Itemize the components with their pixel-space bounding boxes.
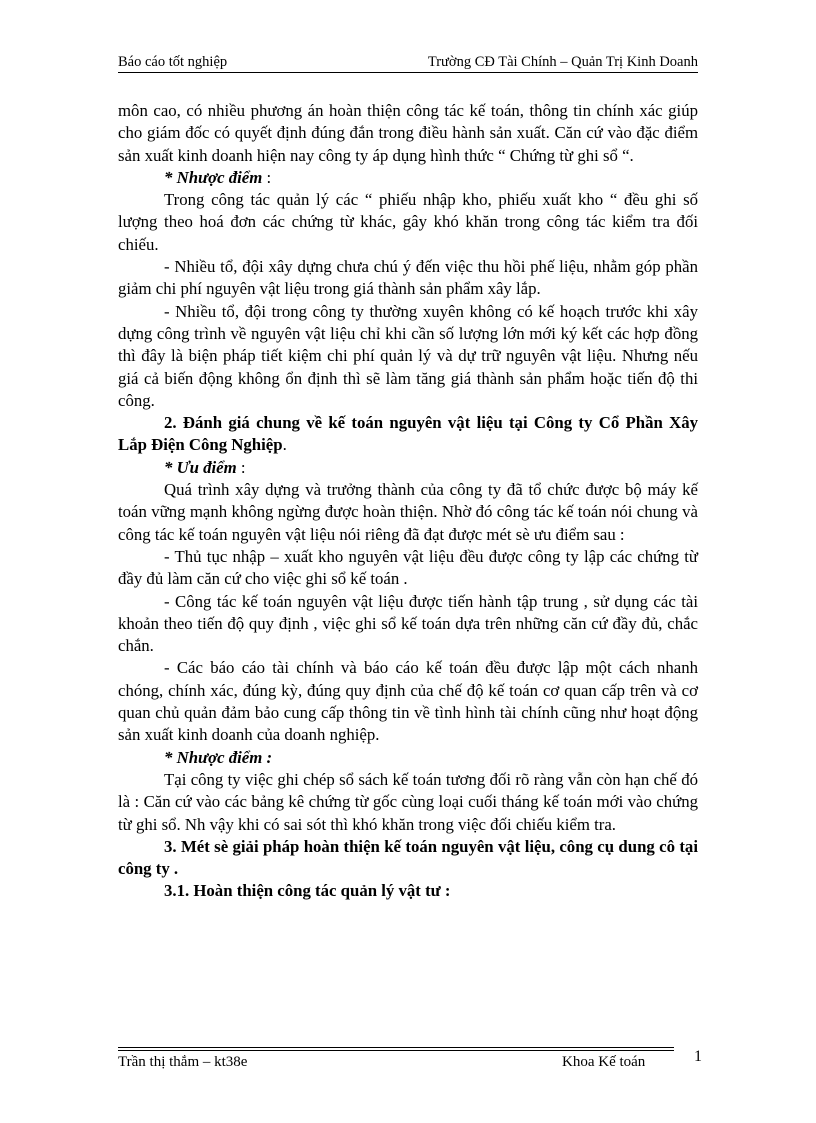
paragraph-record-keeping: Tại công ty việc ghi chép sổ sách kế toán tương đối rõ ràng vẫn còn hạn chế đó là : Căn cứ vào các bảng kê chứng từ gốc cùng loại cuối tháng kế toán mới vào chứng từ ghi sổ. Nh vậy khi có sai sót thì khó khăn trong việc đối chiếu kiểm tra.	[118, 769, 698, 834]
section-3-1-heading: 3.1. Hoàn thiện công tác quản lý vật tư :	[164, 881, 451, 901]
footer-author: Trần thị thắm – kt38e	[118, 1054, 248, 1070]
footer-divider	[118, 1047, 674, 1048]
paragraph-material-planning: - Nhiều tổ, đội trong công ty thường xuyên không có kế hoạch trước khi xây dựng công trình về nguyên vật liệu chỉ khi cần số lượng lớn mới ký kết các hợp đồng thì đây là biện pháp tiết kiệm chi phí quản lý và dự trữ nguyên vật liệu. Nhưng nếu giá cả biến động không ổn định thì sẽ làm tăng giá thành sản phẩm hoặc tiến độ thi công.	[118, 301, 698, 410]
header-report-title: Báo cáo tốt nghiệp	[118, 54, 228, 70]
page-header	[118, 52, 698, 73]
heading-advantages: * Ưu điểm :	[164, 457, 246, 477]
paragraph-intro: môn cao, có nhiều phương án hoàn thiện công tác kế toán, thông tin chính xác giúp cho giám đốc có quyết định đúng đắn trong điều hành sản xuất. Căn cứ vào đặc điểm sản xuất kinh doanh hiện nay công ty áp dụng hình thức “ Chứng từ ghi sổ “.	[118, 101, 698, 165]
footer-department: Khoa Kế toán	[562, 1054, 646, 1070]
paragraph-accounting-apparatus: Quá trình xây dựng và trưởng thành của công ty đã tổ chức được bộ máy kế toán vững mạnh không ngừng được hoàn thiện. Nhờ đó công tác kế toán nói chung và công tác kế toán nguyên vật liệu nói riêng đã đạt được mét sè ưu điểm sau :	[118, 480, 698, 544]
paragraph-scrap-recovery: - Nhiều tổ, đội xây dựng chưa chú ý đến việc thu hồi phế liệu, nhằm góp phần giảm chi phí nguyên vật liệu trong giá thành sản phẩm xây lắp.	[118, 257, 698, 299]
document-body	[118, 100, 698, 903]
heading-disadvantages-1: * Nhược điểm :	[164, 167, 272, 187]
section-2-heading: 2. Đánh giá chung về kế toán nguyên vật liệu tại Công ty Cổ Phần Xây Lắp Điện Công Nghiệp.	[118, 413, 698, 455]
paragraph-procedures: - Thủ tục nhập – xuất kho nguyên vật liệu đều được công ty lập các chứng từ đầy đủ làm căn cứ cho việc ghi sổ kế toán .	[118, 546, 698, 589]
section-3-heading: 3. Mét sè giải pháp hoàn thiện kế toán nguyên vật liệu, công cụ dung cô tại công ty .	[118, 836, 698, 879]
footer-divider-double	[118, 1050, 674, 1051]
paragraph-financial-reports: - Các báo cáo tài chính và báo cáo kế toán đều được lập một cách nhanh chóng, chính xác, đúng kỳ, đúng quy định của chế độ kế toán cơ quan cấp trên và cơ quan chủ quản đảm bảo cung cấp thông tin về tình hình tài chính cũng như hoạt động sản xuất kinh doanh của doanh nghiệp.	[118, 658, 698, 745]
heading-disadvantages-2: * Nhược điểm :	[164, 747, 273, 767]
page-number: 1	[694, 1048, 702, 1065]
paragraph-centralized-accounting: - Công tác kế toán nguyên vật liệu được tiến hành tập trung , sử dụng các tài khoản theo tiến độ quy định , việc ghi sổ kế toán dựa trên những căn cứ đầy đủ, chắc chắn.	[118, 591, 698, 656]
header-school-name: Trường CĐ Tài Chính – Quản Trị Kinh Doanh	[427, 54, 698, 70]
paragraph-inventory-slips: Trong công tác quản lý các “ phiếu nhập kho, phiếu xuất kho “ đều ghi số lượng theo hoá đơn các chứng từ khác, gây khó khăn trong công tác kiểm tra đối chiếu.	[118, 190, 698, 254]
